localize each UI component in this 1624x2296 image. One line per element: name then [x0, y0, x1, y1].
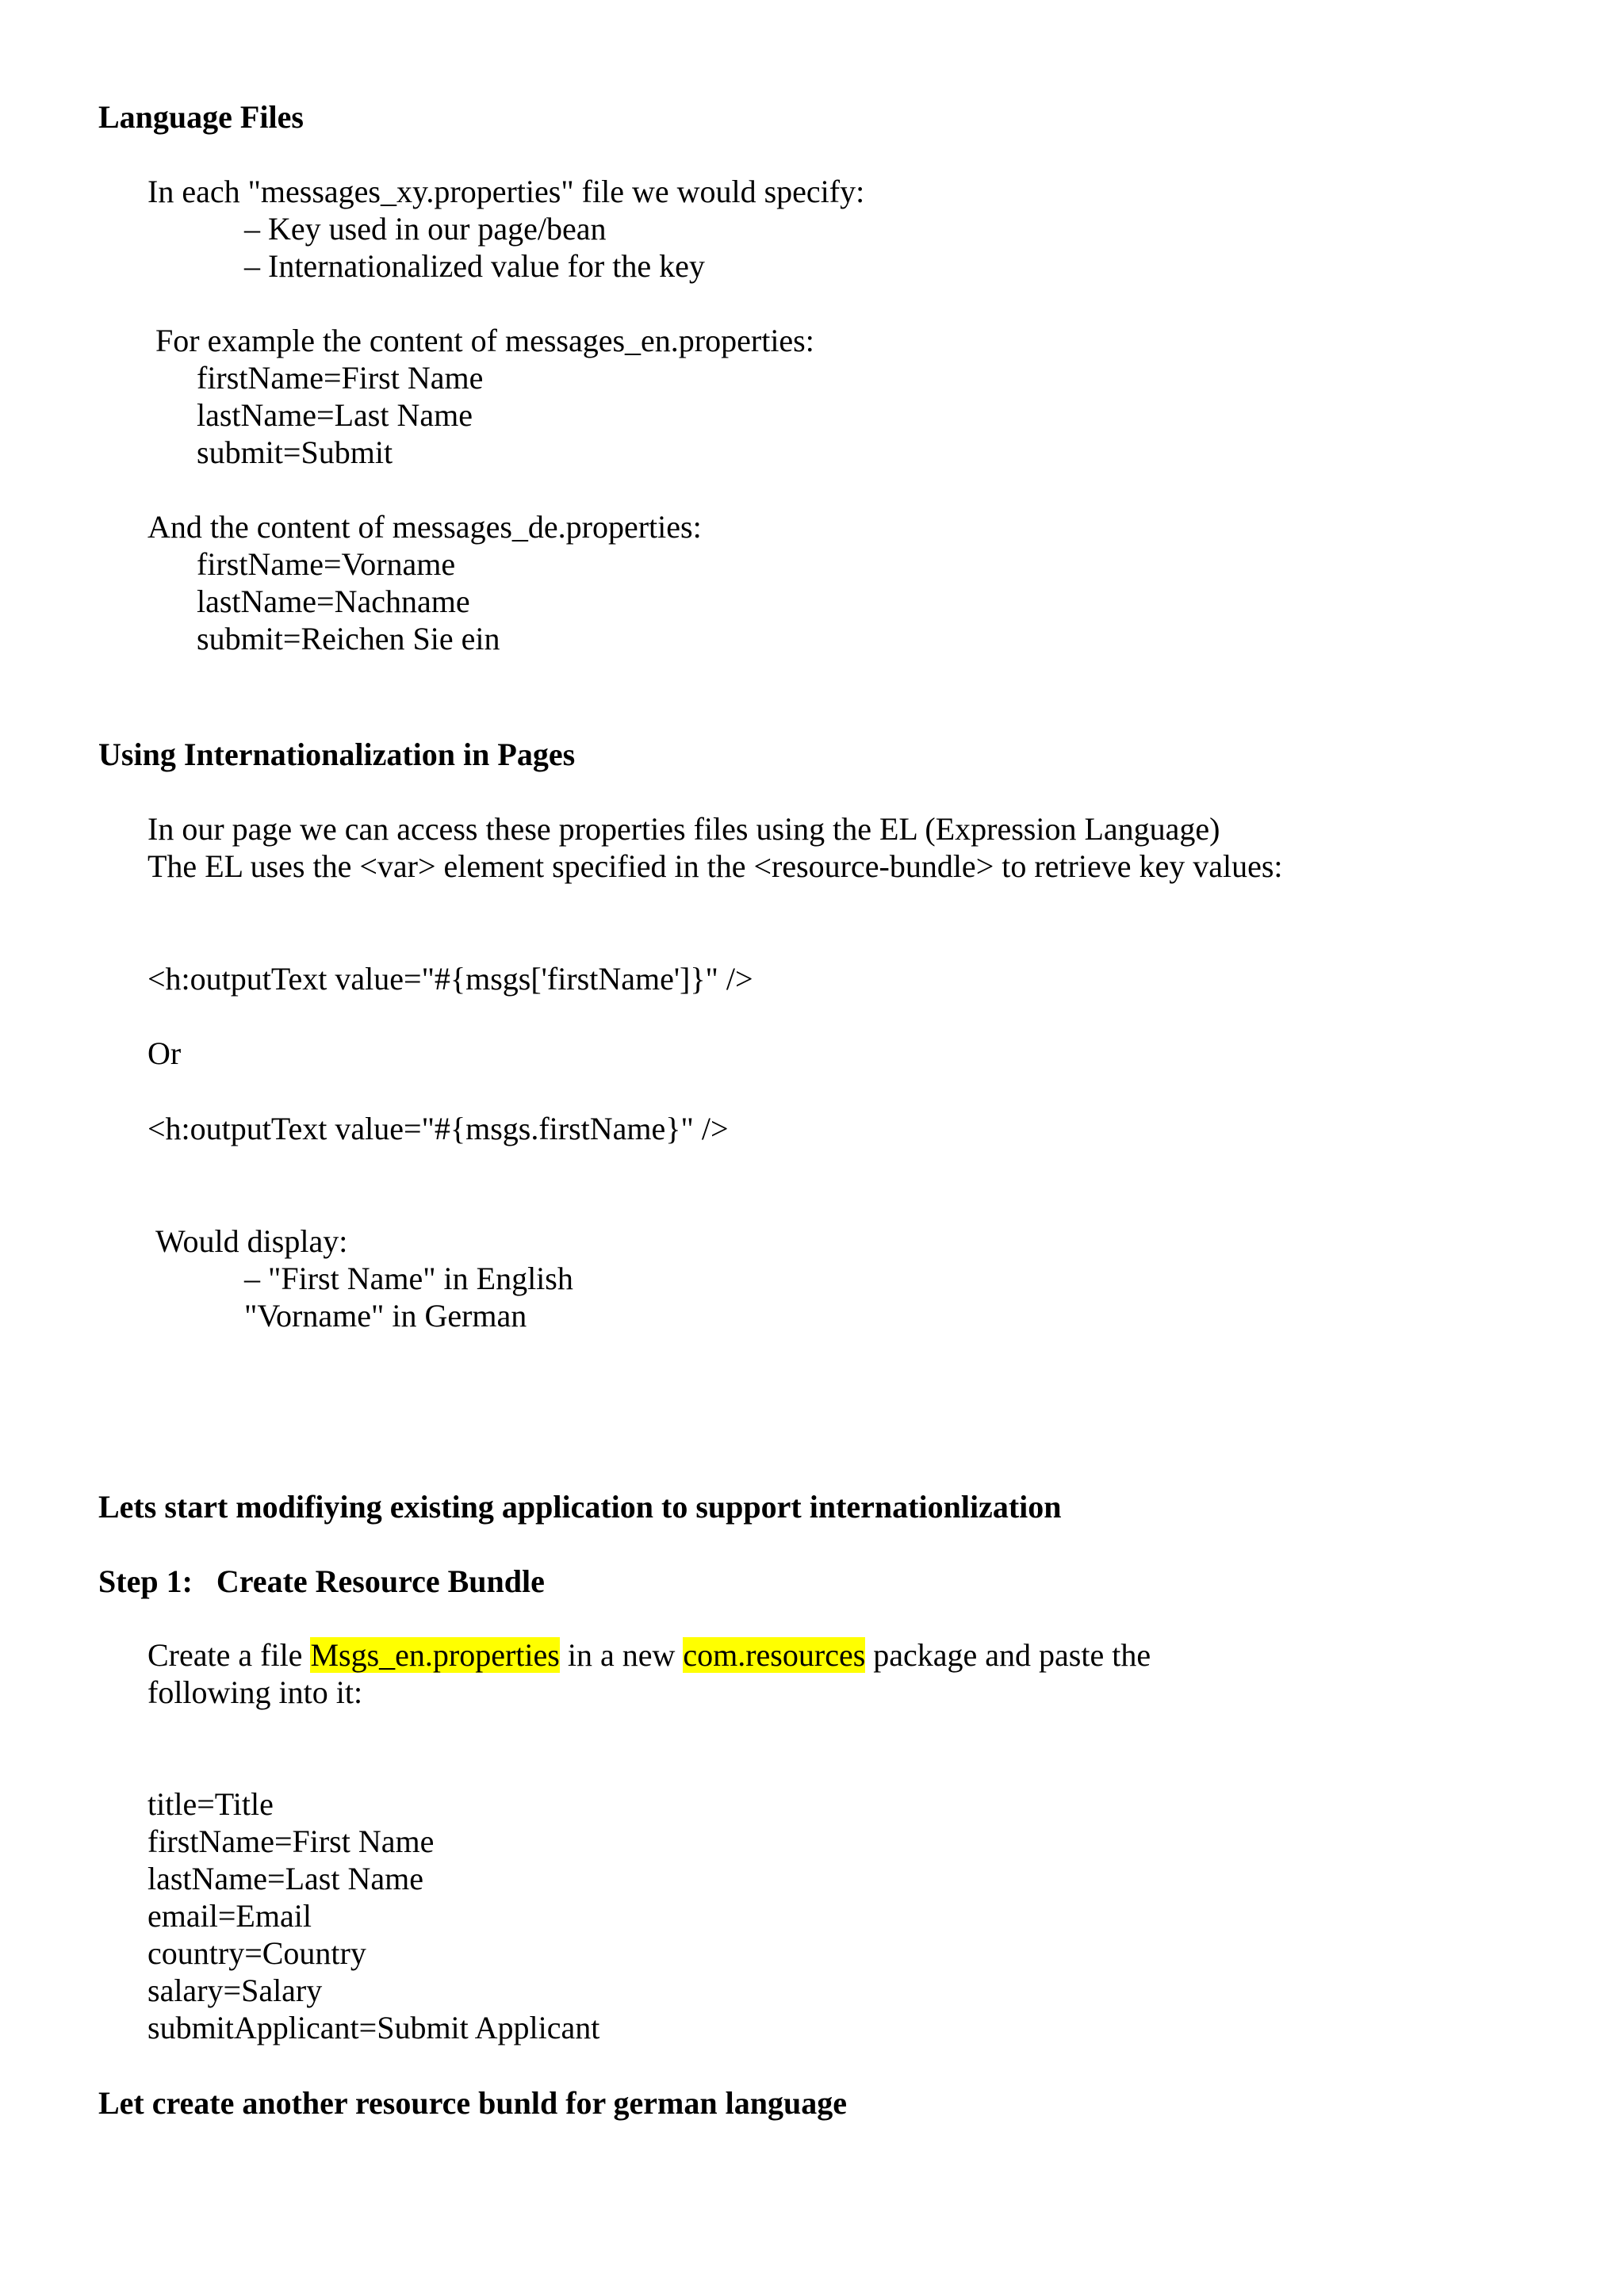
prop-line: salary=Salary — [147, 1973, 323, 2008]
heading-language-files: Language Files — [98, 99, 304, 135]
heading-step-1 — [98, 1563, 545, 1601]
step-1-text-c: package and paste the — [865, 1637, 1151, 1673]
step-1-line-2: following into it: — [147, 1674, 363, 1710]
or-text: Or — [147, 1035, 182, 1071]
de-line: lastName=Nachname — [197, 584, 470, 619]
would-display: Would display: — [155, 1223, 348, 1259]
en-line: firstName=First Name — [197, 360, 484, 396]
de-line: firstName=Vorname — [197, 546, 456, 582]
en-line: lastName=Last Name — [197, 397, 473, 433]
bullet-key: – Key used in our page/bean — [244, 211, 607, 247]
highlight-msgs-en-properties: Msgs_en.properties — [310, 1637, 560, 1673]
step-1-line-1 — [147, 1636, 1151, 1674]
prop-line: submitApplicant=Submit Applicant — [147, 2010, 600, 2045]
example-en-intro: For example the content of messages_en.properties: — [155, 323, 814, 358]
using-line-1: In our page we can access these properties files using the EL (Expression Language) — [147, 811, 1220, 847]
display-german: "Vorname" in German — [244, 1298, 527, 1334]
heading-german-bundle: Let create another resource bunld for german language — [98, 2085, 847, 2121]
using-line-2: The EL uses the <var> element specified in the <resource-bundle> to retrieve key values: — [147, 848, 1283, 884]
bullet-value: – Internationalized value for the key — [244, 248, 705, 284]
en-line: submit=Submit — [197, 434, 393, 470]
prop-line: title=Title — [147, 1786, 274, 1822]
heading-lets-start: Lets start modifiying existing application to support internationlization — [98, 1489, 1062, 1525]
step-1-prefix: Step 1: — [98, 1563, 193, 1599]
highlight-com-resources: com.resources — [683, 1637, 866, 1673]
prop-line: email=Email — [147, 1898, 312, 1934]
step-1-text-b: in a new — [559, 1637, 684, 1673]
prop-line: lastName=Last Name — [147, 1861, 423, 1896]
step-1-text-a: Create a file — [147, 1637, 311, 1673]
language-files-intro: In each "messages_xy.properties" file we would specify: — [147, 174, 865, 209]
heading-using-i18n: Using Internationalization in Pages — [98, 737, 576, 772]
prop-line: firstName=First Name — [147, 1823, 435, 1859]
code-example-1: <h:outputText value="#{msgs['firstName']}" /> — [147, 961, 753, 997]
step-1-title: Create Resource Bundle — [216, 1563, 545, 1599]
display-english: – "First Name" in English — [244, 1261, 573, 1296]
de-line: submit=Reichen Sie ein — [197, 621, 500, 656]
code-example-2: <h:outputText value="#{msgs.firstName}" /> — [147, 1111, 729, 1146]
prop-line: country=Country — [147, 1935, 366, 1971]
example-de-intro: And the content of messages_de.properties: — [147, 509, 702, 545]
